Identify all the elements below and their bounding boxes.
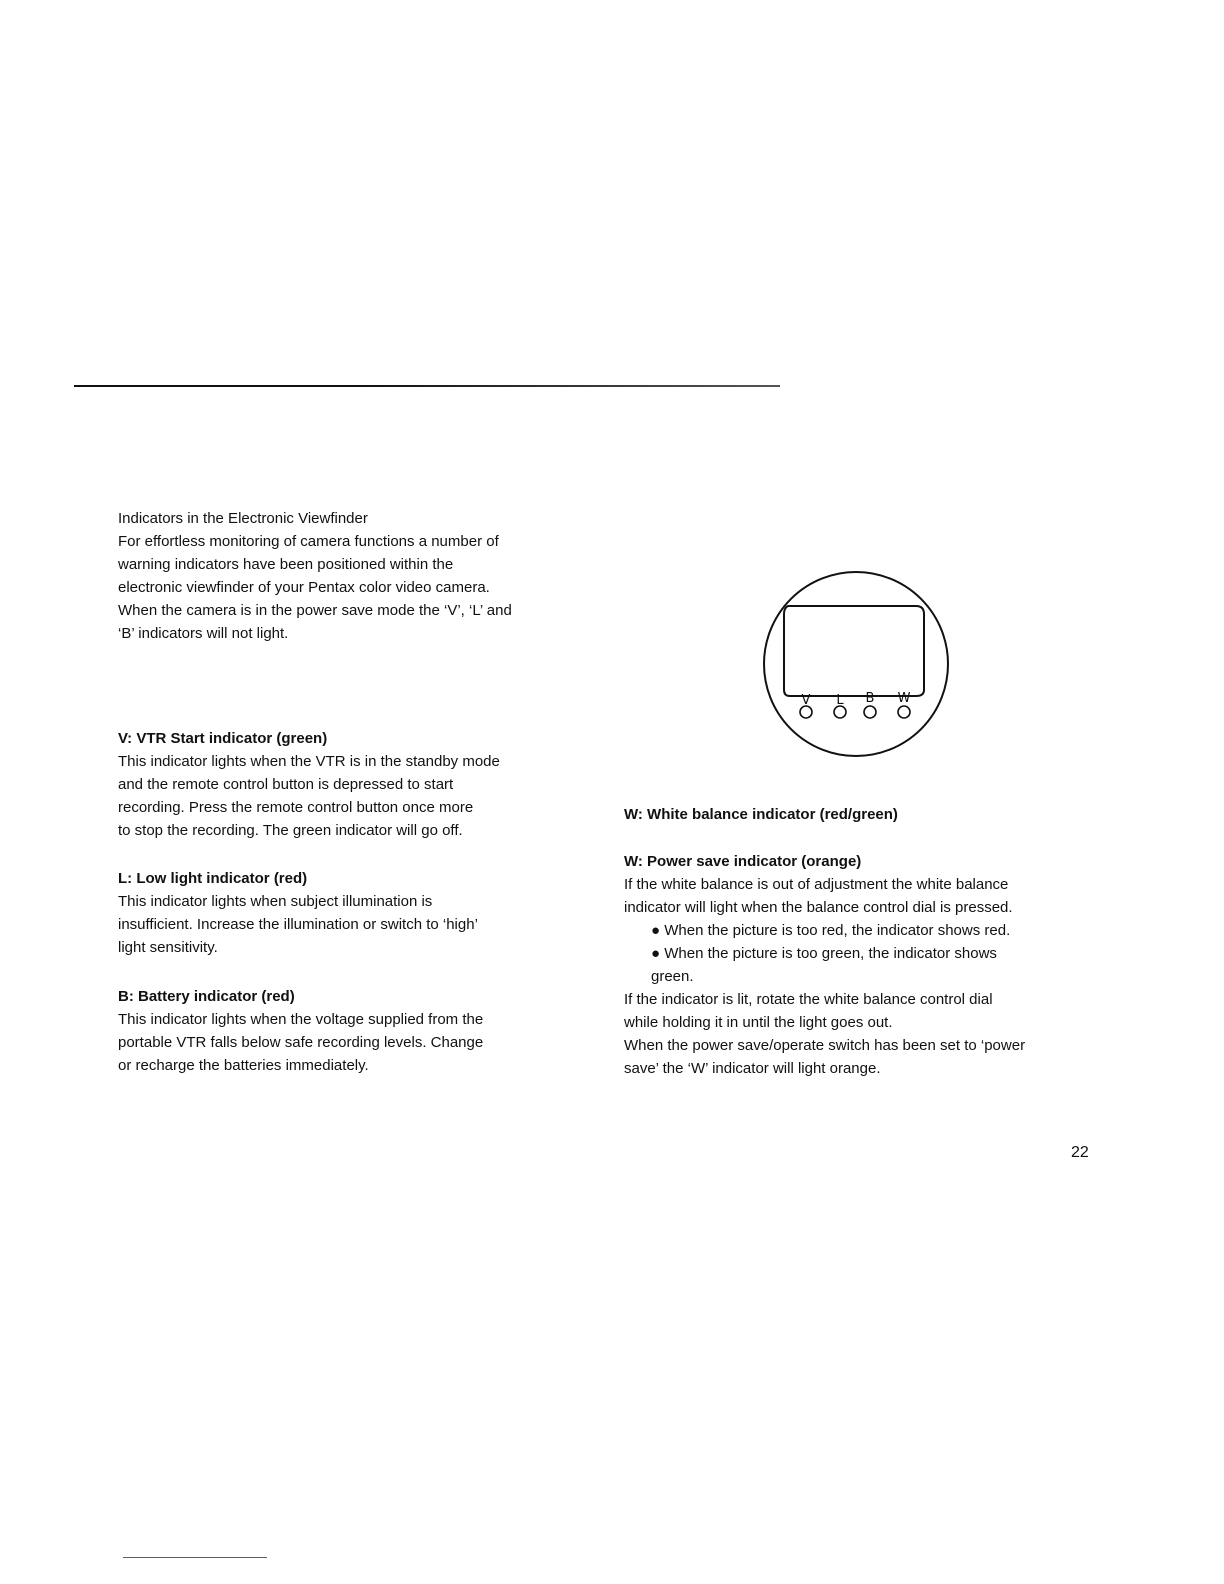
l-line: light sensitivity. (118, 939, 218, 956)
label-w: W (897, 691, 911, 706)
v-line: This indicator lights when the VTR is in the standby mode (118, 753, 500, 770)
intro-section (118, 507, 608, 645)
intro-title: Indicators in the Electronic Viewfinder (118, 510, 368, 527)
w-balance-heading: W: White balance indicator (red/green) (624, 806, 898, 823)
bullet-item: ● When the picture is too red, the indicator shows red. (651, 922, 1011, 939)
b-line: portable VTR falls below safe recording levels. Change (118, 1034, 484, 1051)
w-power-section (624, 850, 1104, 1080)
w-power-line: save’ the ‘W’ indicator will light orange. (624, 1060, 881, 1077)
v-section (118, 727, 608, 842)
l-heading: L: Low light indicator (red) (118, 870, 308, 887)
w-power-line: while holding it in until the light goes out. (624, 1014, 893, 1031)
w-power-line: If the white balance is out of adjustment the white balance (624, 876, 1009, 893)
w-balance-section (624, 803, 1104, 826)
v-line: recording. Press the remote control button once more (118, 799, 474, 816)
w-power-line: If the indicator is lit, rotate the white balance control dial (624, 991, 993, 1008)
viewfinder-outline (764, 572, 948, 756)
b-line: or recharge the batteries immediately. (118, 1057, 369, 1074)
v-line: and the remote control button is depressed to start (118, 776, 454, 793)
v-line: to stop the recording. The green indicator will go off. (118, 822, 463, 839)
intro-line: ‘B’ indicators will not light. (118, 625, 289, 642)
w-power-heading: W: Power save indicator (orange) (624, 853, 862, 870)
label-l: L (836, 693, 844, 708)
page-number: 22 (1071, 1144, 1089, 1161)
indicator-w-lamp (898, 706, 910, 718)
intro-line: electronic viewfinder of your Pentax color video camera. (118, 579, 490, 596)
v-heading: V: VTR Start indicator (green) (118, 730, 328, 747)
bullet-continuation: green. (651, 968, 694, 985)
b-line: This indicator lights when the voltage supplied from the (118, 1011, 484, 1028)
w-power-line: When the power save/operate switch has been set to ‘power (624, 1037, 1026, 1054)
b-heading: B: Battery indicator (red) (118, 988, 295, 1005)
l-section (118, 867, 608, 959)
indicator-b-lamp (864, 706, 876, 718)
viewfinder-diagram (758, 566, 954, 762)
intro-line: warning indicators have been positioned within the (118, 556, 454, 573)
l-line: insufficient. Increase the illumination or switch to ‘high’ (118, 916, 478, 933)
screen-frame (784, 606, 924, 696)
b-section (118, 985, 608, 1077)
w-power-line: indicator will light when the balance control dial is pressed. (624, 899, 1013, 916)
bullet-item: ● When the picture is too green, the indicator shows (651, 945, 997, 962)
l-line: This indicator lights when subject illumination is (118, 893, 433, 910)
label-v: V (801, 693, 811, 708)
label-b: B (865, 691, 875, 706)
top-rule (74, 385, 780, 387)
intro-line: For effortless monitoring of camera functions a number of (118, 533, 499, 550)
intro-line: When the camera is in the power save mode the ‘V’, ‘L’ and (118, 602, 512, 619)
bottom-rule (123, 1557, 267, 1558)
